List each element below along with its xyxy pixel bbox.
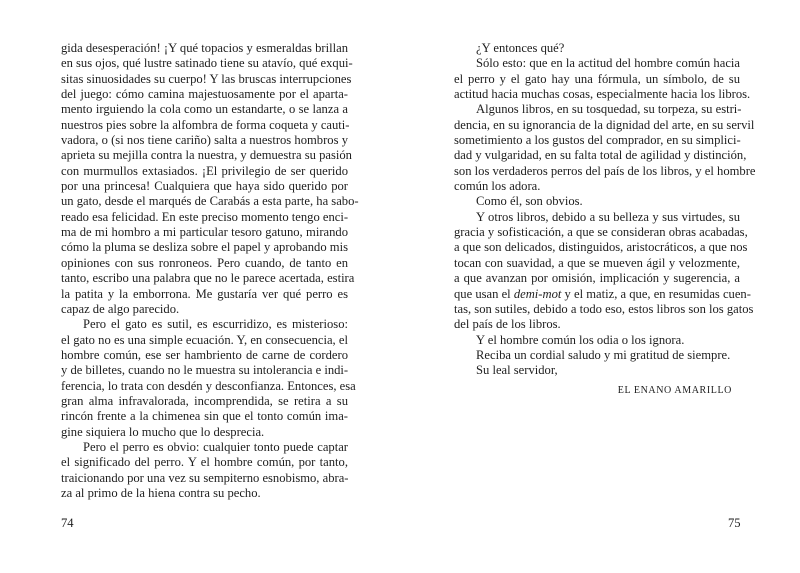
text-line: el perro y el gato hay una fórmula, un símbolo, de su [454,71,740,86]
text-line: dencia, en su ignorancia de la dignidad del arte, en su servil [454,117,755,132]
text-line: el gato no es una simple ecuación. Y, en consecuencia, el [61,332,348,347]
text-line: actitud hacia muchas cosas, especialmente hacia los libros. [454,87,751,102]
text-line: Reciba un cordial saludo y mi gratitud de siempre. [476,347,731,362]
text-line: Y otros libros, debido a su belleza y sus virtudes, su [476,209,740,224]
text-line: dad y vulgaridad, en su falta total de agilidad y distinción, [454,148,747,163]
text-line: con murmullos extasiados. ¡El privilegio de ser querido [61,163,348,178]
text-line: ferencia, lo trata con desdén y desconfianza. Entonces, esa [61,378,356,393]
text-line: traicionando por una vez su sempiterno esnobismo, abra- [61,470,349,485]
page-number-left: 74 [61,516,74,530]
text-line: tocan con suavidad, a que se mueven ágil y velozmente, [454,255,740,270]
text-line: común los adora. [454,179,541,194]
text-line: el significado del perro. Y el hombre común, por tanto, [61,455,348,470]
text-line: cómo la pluma se desliza sobre el papel y aprobando mis [61,240,348,255]
text-line: en sus ojos, qué lustre satinado tiene su atavío, qué exqui- [61,56,353,71]
text-line: Algunos libros, en su tosquedad, su torpeza, su estri- [476,102,742,117]
signature: EL ENANO AMARILLO [617,384,732,396]
text-line: nuestros pies sobre la alfombra de forma coqueta y cauti- [61,117,350,132]
text-line: y de billetes, cuando no le muestra su intolerancia e indi- [61,363,349,378]
text-line: ma de mi hombro a mi particular tesoro gatuno, mirando [61,225,348,240]
page-number-right: 75 [728,516,741,530]
text-line: Su leal servidor, [476,363,558,378]
right-page [454,41,756,396]
text-line: sitas sinuosidades su cuerpo! Y las bruscas interrupciones [61,71,352,86]
text-line: son los verdaderos perros del país de los libros, y el hombre [454,163,756,178]
text-line: Sólo esto: que en la actitud del hombre común hacia [476,56,740,71]
text-line: za al primo de la hiena contra su pecho. [61,485,261,500]
text-line: la patita y la emborrona. Me gustaría ver qué perro es [61,286,348,301]
text-line: reado esa felicidad. En este preciso momento tengo enci- [61,209,349,224]
text-line: tas, son sutiles, debido a todo eso, estos libros son los gatos [454,301,754,316]
text-line: vadora, o (si nos tiene cariño) salta a nuestros hombros y [61,133,348,148]
text-line: por una princesa! Cualquiera que haya sido querido por [61,179,348,194]
text-line: gine siquiera lo mucho que lo desprecia. [61,424,265,439]
text-segment: y el matiz, a que, en resumidas cuen- [561,286,751,301]
text-line: gracia y sofisticación, a que se consideran obras acabadas, [454,225,748,240]
text-line: tanto, escribo una palabra que no le parece acertada, estira [61,271,355,286]
text-segment: que usan el [454,286,514,301]
text-line [454,286,751,302]
text-line: aprieta su mejilla contra la nuestra, y demuestra su pasión [61,148,352,163]
text-line: gran alma infravalorada, incomprendida, se retira a su [61,393,348,408]
left-page [61,41,359,501]
text-line: gida desesperación! ¡Y qué topacios y esmeraldas brillan [61,41,348,55]
text-line: sometimiento a los gustos del comprador, en su simplici- [454,133,741,148]
text-line: Como él, son obvios. [476,194,583,209]
text-line: mento irguiendo la cola como un estandarte, o se lanza a [61,102,348,117]
text-line: del país de los libros. [454,317,561,332]
text-line: Pero el perro es obvio: cualquier tonto puede captar [83,439,348,454]
text-line: a que son delicados, distinguidos, aristocráticos, a que nos [454,240,748,255]
text-line: del juego: cómo camina majestuosamente por el aparta- [61,87,348,102]
text-line: Pero el gato es sutil, es escurridizo, es misterioso: [83,317,348,332]
text-line: a que avanzan por omisión, implicación y sugerencia, a [454,271,740,286]
text-line: ¿Y entonces qué? [476,41,565,55]
text-line: capaz de algo parecido. [61,301,180,316]
text-line: hombre común, ese ser hambriento de carne de cordero [61,347,348,362]
text-line: opiniones con sus ronroneos. Pero cuando, de tanto en [61,255,348,270]
text-line: Y el hombre común los odia o los ignora. [476,332,685,347]
text-line: un gato, desde el marqués de Carabás a esta parte, ha sabo- [61,194,359,209]
text-line: rincón frente a la chimenea sin que el tonto común ima- [61,409,348,424]
italic-term: demi-mot [513,286,562,301]
